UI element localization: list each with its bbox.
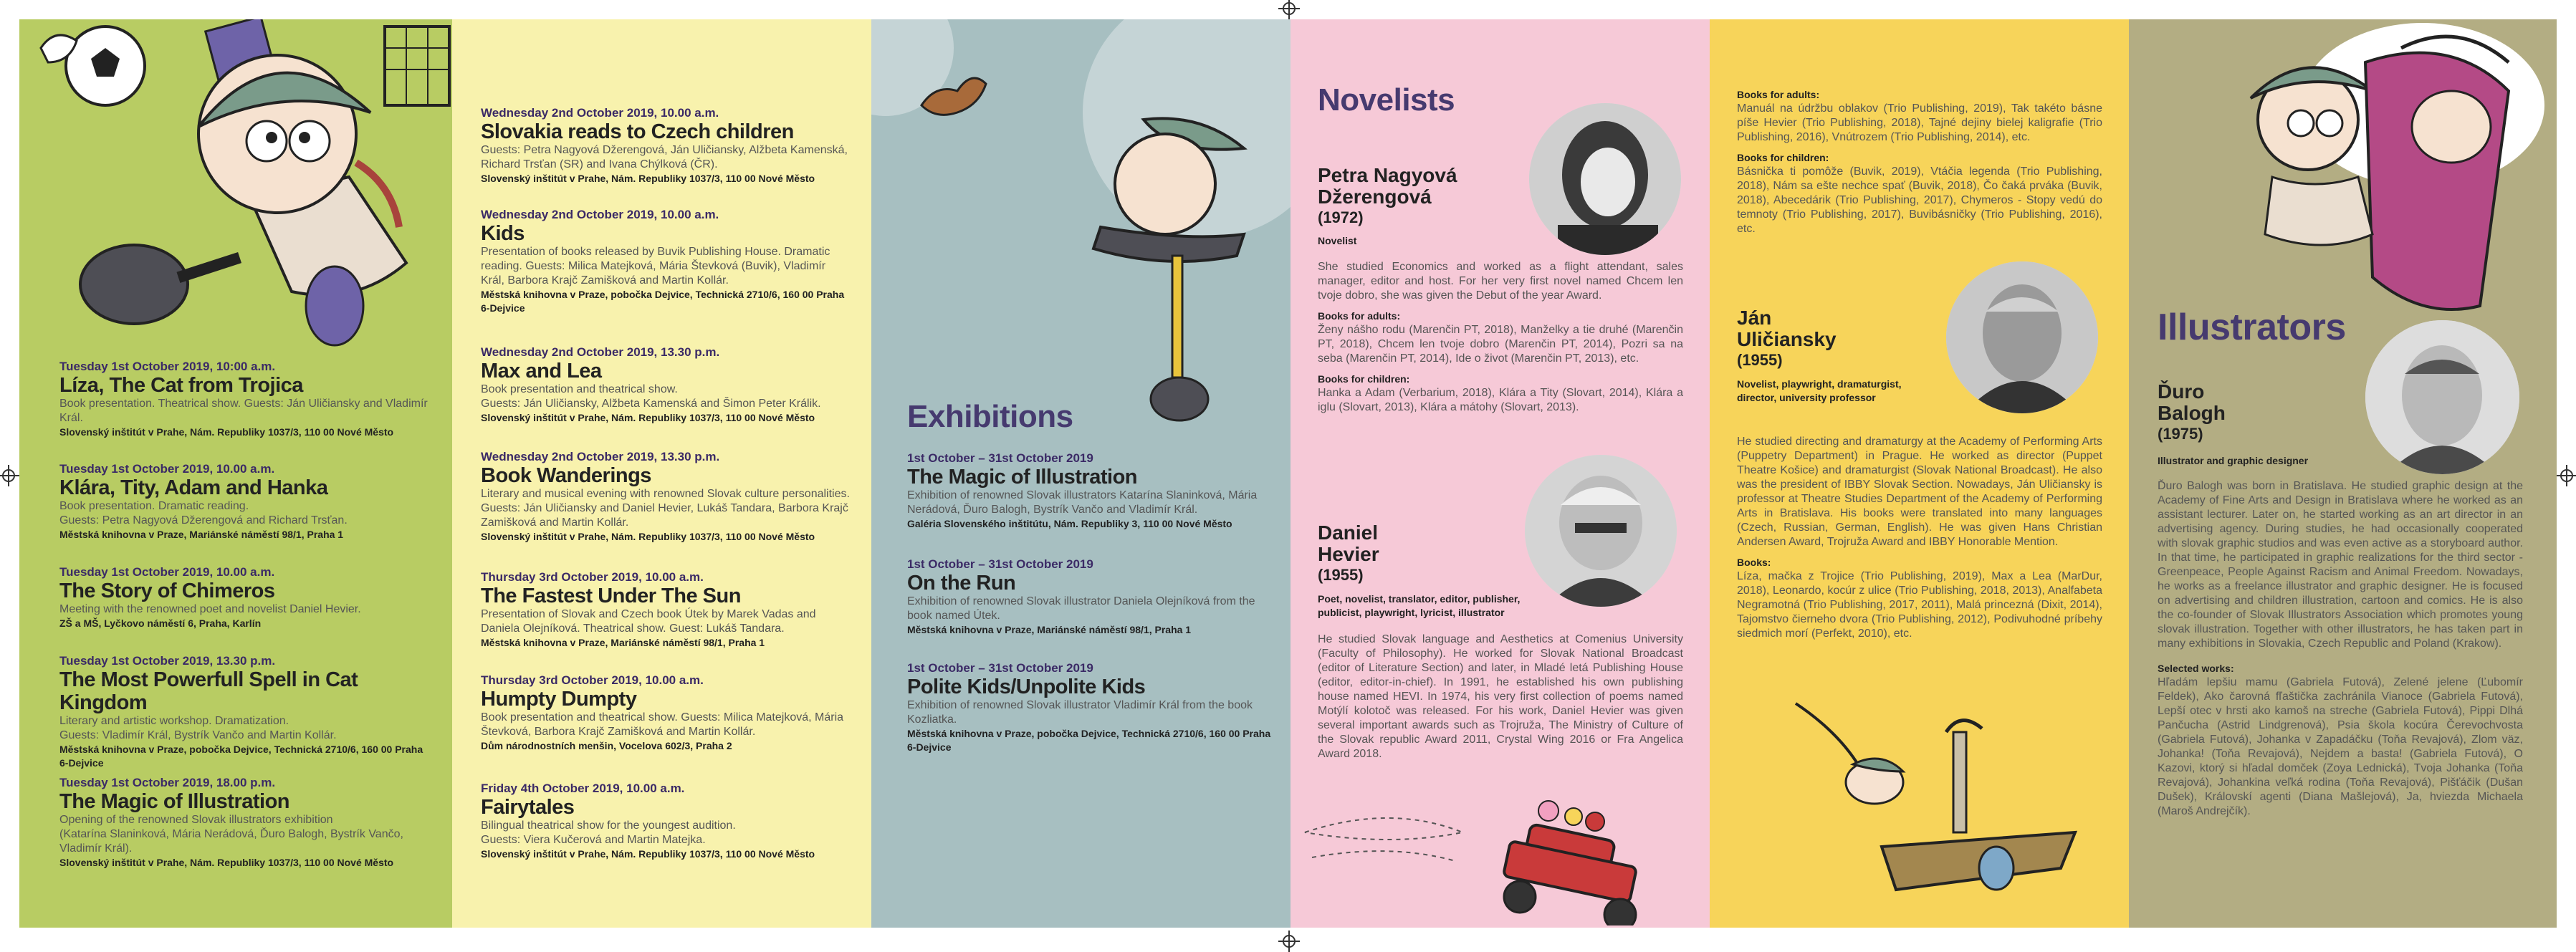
exhibition-date: 1st October – 31st October 2019 xyxy=(907,451,1093,465)
event-title: The Story of Chimeros xyxy=(59,580,275,602)
event-description: Book presentation. Dramatic reading. Guests: Petra Nagyová Džerengová and Richard Trsťan. xyxy=(59,500,348,527)
works-label: Selected works: xyxy=(2158,663,2234,674)
books-adults-label: Books for adults: xyxy=(1318,310,1401,322)
event-1-1 xyxy=(59,359,432,439)
event-venue: Slovenský inštitút v Prahe, Nám. Republiky 1037/3, 110 00 Nové Město xyxy=(59,426,394,438)
registration-mark-bottom xyxy=(1283,935,1296,948)
name-line-2: Hevier xyxy=(1318,543,1379,565)
event-2-5 xyxy=(481,569,850,650)
event-venue: Slovenský inštitút v Prahe, Nám. Republiky 1037/3, 110 00 Nové Město xyxy=(481,531,815,542)
novelist-2-role: Poet, novelist, translator, editor, publisher, publicist, playwright, lyricist, illustrator xyxy=(1318,593,1521,618)
novelist-2-name xyxy=(1318,522,1379,585)
event-date: Wednesday 2nd October 2019, 13.30 p.m. xyxy=(481,450,720,463)
exhibition-3 xyxy=(907,660,1280,754)
works-list: Hľadám lepšiu mamu (Gabriela Futová), Zelené jelene (Ľubomír Feldek), Ako čarovná fľaštička zachránila Vianoce (Gabriela Futová), Lepší otec v hrsti ako kamoš na streche (Gabriela Futová), Pippi Dlhá Pančucha (Astrid Lindgrenová), Psia škola kocúra Čerevochvosta (Gabriela Futová), Johanka v Zapadáčku (Toňa Revajová), Zlom väz, Johanka! (Toňa Revajová), Nejdem a basta! (Gabriela Futová), O Kazovi, ktorý si hľadal domček (Zoya Lednická), Tvoja Johanka (Toňa Revajová), Johankina veľká rodina (Toňa Revajová), Pišťáčik (Dušan Dušek), Královskí agenti (Diana Mašlejová), Ja, hviezda Michaela (Maroš Andrejčík). xyxy=(2158,676,2523,817)
event-date: Tuesday 1st October 2019, 18.00 p.m. xyxy=(59,776,276,789)
event-date: Wednesday 2nd October 2019, 10.00 a.m. xyxy=(481,106,719,120)
event-1-4 xyxy=(59,653,432,770)
panel-novelist-ulciansky xyxy=(1710,19,2129,928)
event-title: The Fastest Under The Sun xyxy=(481,585,741,607)
illustrator-1-details xyxy=(2158,479,2523,819)
event-date: Thursday 3rd October 2019, 10.00 a.m. xyxy=(481,673,704,687)
event-title: Max and Lea xyxy=(481,360,602,383)
event-venue: Městská knihovna v Praze, pobočka Dejvice, Technická 2710/6, 160 00 Praha 6-Dejvice xyxy=(481,289,845,314)
books-adults-label: Books for adults: xyxy=(1737,89,1820,100)
event-2-3 xyxy=(481,345,850,425)
event-description: Bilingual theatrical show for the youngest audition. Guests: Viera Kučerová and Martin Matejka. xyxy=(481,819,736,846)
cartoon-characters-illustration xyxy=(2129,19,2557,335)
event-2-2 xyxy=(481,207,850,315)
event-description: Book presentation and theatrical show. Guests: Ján Uličiansky, Alžbeta Kamenská and Šimon Peter Králik. xyxy=(481,383,821,410)
registration-mark-top xyxy=(1283,2,1296,15)
event-venue: Slovenský inštitút v Prahe, Nám. Republiky 1037/3, 110 00 Nové Město xyxy=(481,412,815,423)
novelists-heading: Novelists xyxy=(1318,82,1455,117)
registration-mark-left xyxy=(2,469,15,482)
exhibition-date: 1st October – 31st October 2019 xyxy=(907,661,1093,675)
event-venue: Slovenský inštitút v Prahe, Nám. Republiky 1037/3, 110 00 Nové Město xyxy=(481,848,815,860)
event-date: Thursday 3rd October 2019, 10.00 a.m. xyxy=(481,570,704,584)
name-line-1: Daniel xyxy=(1318,521,1379,544)
event-venue: Dům národnostních menšin, Vocelova 602/3, Praha 2 xyxy=(481,740,732,751)
exhibition-venue: Galéria Slovenského inštitútu, Nám. Republiky 3, 110 00 Nové Město xyxy=(907,518,1232,529)
event-venue: ZŠ a MŠ, Lyčkovo náměstí 6, Praha, Karlín xyxy=(59,617,262,629)
exhibition-title: The Magic of Illustration xyxy=(907,466,1138,489)
event-2-7 xyxy=(481,781,850,861)
exhibition-1 xyxy=(907,451,1280,531)
cartoon-red-car-illustration xyxy=(1291,789,1710,925)
name-line-2: Balogh xyxy=(2158,402,2226,424)
event-description: Literary and musical evening with renowned Slovak culture personalities. Guests: Ján Uličiansky and Daniel Hevier, Lukáš Tandara, Barbora Krajč Zamišková and Martin Kollár. xyxy=(481,488,850,529)
event-title: The Most Powerfull Spell in Cat Kingdom xyxy=(59,668,358,714)
books-list: Líza, mačka z Trojice (Trio Publishing, 2019), Max a Lea (MarDur, 2018), Leonardo, kocúr z ulice (Trio Publishing, 2018, 2013), Analfabeta Negramotná (Trio Publishing, 2017, 2011), Malá princezná (Dixit, 2014), Tajomstvo čierneho dvora (Trio Publishing, 2012), Podivuhodné príbehy siedmich morí (Perfekt, 2010), etc. xyxy=(1737,570,2102,640)
event-title: Humpty Dumpty xyxy=(481,688,637,711)
event-date: Wednesday 2nd October 2019, 10.00 a.m. xyxy=(481,208,719,221)
books-children-list: Básnička ti pomôže (Buvik, 2019), Vtáčia legenda (Trio Publishing, 2018), Nám sa ešte nechce spať (Buvik, 2018), Čo čaká prváka (Buvik, 2018), Abecedárik (Trio Publishing, 2017), Chymeros - Stopy vedú do temnoty (Trio Publishing, 2017), Buvibásničky (Trio Publishing, 2016), etc. xyxy=(1737,165,2102,235)
name-line-2: Uličiansky xyxy=(1737,328,1837,350)
event-title: Kids xyxy=(481,222,525,245)
event-venue: Městská knihovna v Praze, pobočka Dejvice, Technická 2710/6, 160 00 Praha 6-Dejvice xyxy=(59,744,423,769)
exhibition-2 xyxy=(907,557,1280,637)
event-description: Literary and artistic workshop. Dramatization. Guests: Vladimír Král, Bystrík Vančo and Martin Kollár. xyxy=(59,715,337,741)
illustrator-1-role: Illustrator and graphic designer xyxy=(2158,455,2309,466)
books-adults-list: Ženy nášho rodu (Marenčin PT, 2018), Manželky a tie druhé (Marenčin PT, 2018), Chcem len tvoje dobro (Marenčin PT, 2014), Pozri sa na seba (Marenčin PT, 2014), Ide o život (Marenčin PT, 2013), etc. xyxy=(1318,324,1683,365)
novelist-1-bio: She studied Economics and worked as a flight attendant, sales manager, editor and host. For her very first novel named Chcem len tvoje dobro, she was given the Debut of the year Award. xyxy=(1318,261,1683,302)
event-description: Meeting with the renowned poet and novelist Daniel Hevier. xyxy=(59,603,361,615)
exhibition-description: Exhibition of renowned Slovak illustrators Katarína Slaninková, Mária Nerádová, Ďuro Balogh, Bystrík Vančo and Vladimír Král. xyxy=(907,489,1258,516)
event-title: Slovakia reads to Czech children xyxy=(481,120,794,143)
books-children-label: Books for children: xyxy=(1737,152,1829,163)
exhibition-date: 1st October – 31st October 2019 xyxy=(907,557,1093,571)
exhibition-title: Polite Kids/Unpolite Kids xyxy=(907,675,1146,698)
panel-illustrators xyxy=(2129,19,2557,928)
novelist-3-bio: He studied directing and dramaturgy at the Academy of Performing Arts (Puppetry Department) in Prague. He worked as director (Puppet Theatre Košice) and dramaturgist (Slovak National Broadcast). He also was the president of IBBY Slovak Section. Nowadays, Ján Uličiansky is professor at Theatre Studies Department of the Academy of Performing Arts in Bratislava. His books were translated into many languages (Czech, Russian, German, English). He was given Hans Christian Andersen Award, Trojruža Award and IBBY Honorable Mention. xyxy=(1737,436,2102,548)
illustrator-1-bio: Ďuro Balogh was born in Bratislava. He studied graphic design at the Academy of Fine Arts and Design in Bratislava where he worked as an assistant lecturer. Later on, he started working as an art director in an advertising agency. During studies, he had occasionally cooperated with slovak graphic studios and was even active as a storyboard author. In that time, he participated in graphic realizations for the third sector - Greenpeace, People Against Racism and Animal Freedom. Nowadays, he works as a freelance illustrator and graphic designer. He is focused on advertising and children illustration, cartoon and comics. He is also the co-founder of Slovak Illustrators Association which promotes young slovak illustration. Together with other illustrators, he has taken part in many exhibitions in Slovakia, Czech Republic and Poland (Krakow). xyxy=(2158,480,2523,650)
cartoon-boy-soccer-illustration xyxy=(19,19,452,356)
name-line-1: Petra Nagyová xyxy=(1318,164,1457,186)
event-description: Presentation of books released by Buvik Publishing House. Dramatic reading. Guests: Milica Matejková, Mária Števková (Buvik), Vladimír Král, Barbora Krajč Zamišková and Martin Kollár. xyxy=(481,246,830,287)
books-children-label: Books for children: xyxy=(1318,373,1410,385)
name-line-2: Džerengová xyxy=(1318,186,1432,208)
event-title: The Magic of Illustration xyxy=(59,790,290,813)
panel-exhibitions xyxy=(871,19,1291,928)
exhibitions-heading: Exhibitions xyxy=(907,399,1073,434)
event-date: Tuesday 1st October 2019, 10.00 a.m. xyxy=(59,565,275,579)
event-1-2 xyxy=(59,461,432,542)
event-title: Líza, The Cat from Trojica xyxy=(59,374,303,397)
event-date: Tuesday 1st October 2019, 13.30 p.m. xyxy=(59,654,276,668)
novelist-3-details xyxy=(1737,435,2102,641)
event-2-6 xyxy=(481,673,850,753)
event-title: Fairytales xyxy=(481,796,575,819)
novelist-3-role: Novelist, playwright, dramaturgist, director, university professor xyxy=(1737,378,1902,403)
novelist-1-role: Novelist xyxy=(1318,235,1357,246)
cartoon-boy-sleeping-illustration xyxy=(871,19,1291,449)
illustrators-heading: Illustrators xyxy=(2158,307,2346,348)
event-venue: Městská knihovna v Praze, Mariánské náměstí 98/1, Praha 1 xyxy=(59,529,344,540)
event-venue: Slovenský inštitút v Prahe, Nám. Republiky 1037/3, 110 00 Nové Město xyxy=(59,857,394,868)
books-adults-list: Manuál na údržbu oblakov (Trio Publishing, 2019), Tak takéto básne píše Hevier (Trio Publishing, 2018), Tajné dejiny bielej kaligrafie (Trio Publishing, 2016), Vnútrozem (Trio Publishing, 2014), etc. xyxy=(1737,102,2102,143)
birth-year: (1972) xyxy=(1318,208,1364,226)
name-line-1: Ján xyxy=(1737,307,1772,329)
novelist-2-bio: He studied Slovak language and Aesthetics at Comenius University (Faculty of Philosophy). He worked for Slovak National Broadcast (editor of Literature Section) and later, in Mladé letá Publishing House (editor, editor-in-chief). In 1991, he established his own publishing house named HEVI. In 1974, his very first collection of poems named Motýlí kolotoč was released. For his work, Daniel Hevier was given several important awards such as Trojruža, The Ministry of Culture of the Slovak republic Award 2011, Crystal Wing 2016 or Fra Angelica Award 2018. xyxy=(1318,633,1683,760)
books-label: Books: xyxy=(1737,557,1771,568)
birth-year: (1955) xyxy=(1737,351,1783,369)
event-date: Tuesday 1st October 2019, 10.00 a.m. xyxy=(59,462,275,476)
cartoon-boy-diving-illustration xyxy=(1710,689,2129,925)
panel-program-day1 xyxy=(19,19,452,928)
panel-novelists xyxy=(1291,19,1710,928)
event-2-1 xyxy=(481,105,850,186)
event-title: Book Wanderings xyxy=(481,464,651,487)
exhibition-title: On the Run xyxy=(907,572,1016,595)
birth-year: (1955) xyxy=(1318,566,1364,584)
novelist-3-name xyxy=(1737,307,1837,370)
event-description: Book presentation and theatrical show. Guests: Milica Matejková, Mária Števková, Barbora Krajč Zamišková and Martin Kollár. xyxy=(481,711,844,738)
illustrator-1-photo xyxy=(2365,320,2519,474)
illustrator-1-name xyxy=(2158,381,2226,444)
novelist-1-details xyxy=(1318,260,1683,415)
exhibition-venue: Městská knihovna v Praze, Mariánské náměstí 98/1, Praha 1 xyxy=(907,624,1192,635)
event-1-3 xyxy=(59,564,432,630)
event-date: Tuesday 1st October 2019, 10:00 a.m. xyxy=(59,360,276,373)
novelist-2-photo xyxy=(1525,455,1677,607)
novelist-1-photo xyxy=(1529,103,1681,255)
event-2-4 xyxy=(481,449,850,544)
panel-program-day2 xyxy=(452,19,871,928)
birth-year: (1975) xyxy=(2158,425,2203,443)
novelist-1-name xyxy=(1318,165,1457,228)
exhibition-venue: Městská knihovna v Praze, pobočka Dejvice, Technická 2710/6, 160 00 Praha 6-Dejvice xyxy=(907,728,1271,753)
books-children-list: Hanka a Adam (Verbarium, 2018), Klára a Tity (Slovart, 2014), Klára a iglu (Slovart, 2013), Klára a mátohy (Slovart, 2013). xyxy=(1318,387,1683,413)
event-venue: Městská knihovna v Praze, Mariánské náměstí 98/1, Praha 1 xyxy=(481,637,765,648)
hevier-books xyxy=(1737,87,2102,236)
event-description: Opening of the renowned Slovak illustrators exhibition (Katarína Slaninková, Mária Nerádová, Ďuro Balogh, Bystrík Vančo, Vladimír Král). xyxy=(59,814,403,855)
event-description: Book presentation. Theatrical show. Guests: Ján Uličiansky and Vladimír Král. xyxy=(59,398,428,424)
event-date: Wednesday 2nd October 2019, 13.30 p.m. xyxy=(481,345,720,359)
event-venue: Slovenský inštitút v Prahe, Nám. Republiky 1037/3, 110 00 Nové Město xyxy=(481,173,815,184)
event-date: Friday 4th October 2019, 10.00 a.m. xyxy=(481,782,685,795)
exhibition-description: Exhibition of renowned Slovak illustrator Daniela Olejníková from the book named Útek. xyxy=(907,595,1255,622)
name-line-1: Ďuro xyxy=(2158,380,2205,403)
novelist-3-photo xyxy=(1946,261,2098,413)
event-title: Klára, Tity, Adam and Hanka xyxy=(59,476,328,499)
event-1-5 xyxy=(59,775,432,870)
exhibition-description: Exhibition of renowned Slovak illustrator Vladimír Král from the book Kozliatka. xyxy=(907,699,1253,726)
event-description: Guests: Petra Nagyová Džerengová, Ján Uličiansky, Alžbeta Kamenská, Richard Trsťan (SR) and Ivana Chýlková (ČR). xyxy=(481,144,848,170)
registration-mark-right xyxy=(2560,469,2573,482)
event-description: Presentation of Slovak and Czech book Útek by Marek Vadas and Daniela Olejníková. Theatrical show. Guest: Lukáš Tandara. xyxy=(481,608,816,635)
